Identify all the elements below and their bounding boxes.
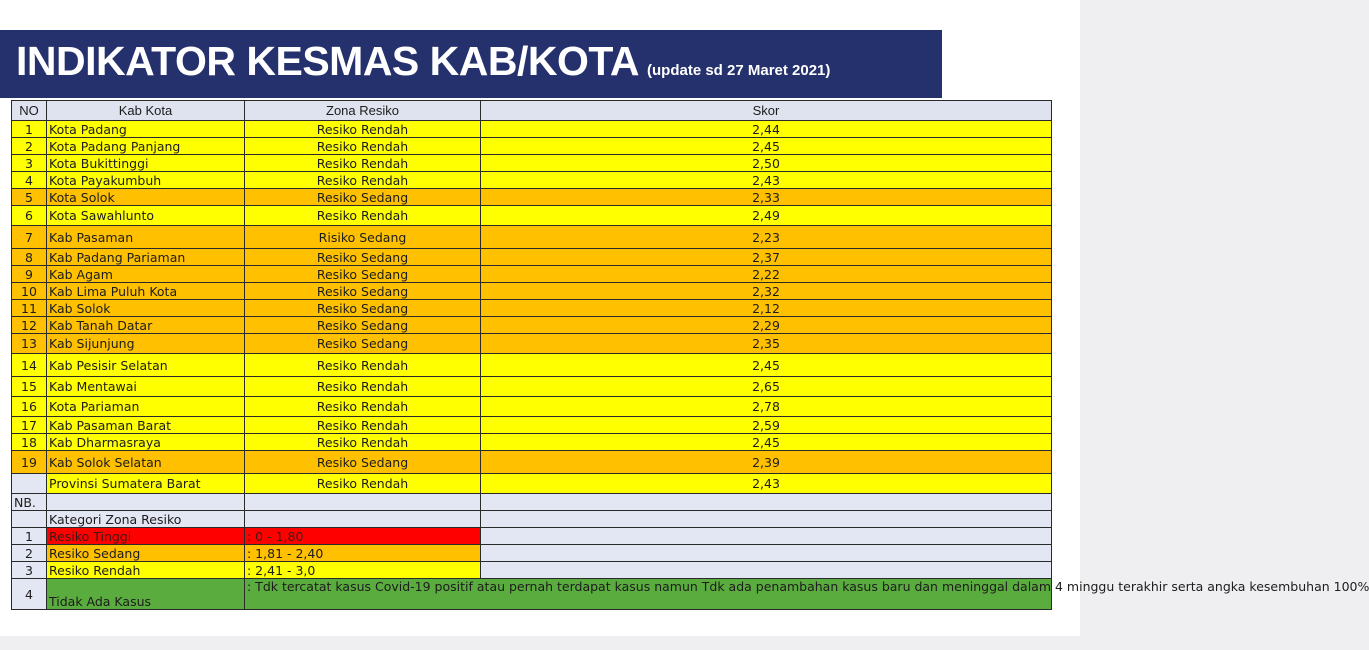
province-zone: Resiko Rendah	[245, 474, 481, 494]
category-no: 3	[12, 562, 47, 579]
table-row	[12, 226, 1052, 249]
row-zone: Resiko Rendah	[245, 172, 481, 189]
row-score: 2,33	[481, 189, 1052, 206]
category-range: : 0 - 1,80	[245, 528, 481, 545]
row-name: Kab Mentawai	[47, 377, 245, 397]
category-label: Resiko Tinggi	[47, 528, 245, 545]
row-name: Kab Tanah Datar	[47, 317, 245, 334]
page-title	[16, 38, 830, 94]
province-name: Provinsi Sumatera Barat	[47, 474, 245, 494]
row-score: 2,32	[481, 283, 1052, 300]
category-range: : Tdk tercatat kasus Covid-19 positif atau pernah terdapat kasus namun Tdk ada penambahan kasus baru dan meninggal dalam 4 minggu terakhir serta angka kesembuhan 100%	[245, 579, 1052, 610]
row-no: 18	[12, 434, 47, 451]
row-zone: Resiko Sedang	[245, 189, 481, 206]
category-label: Resiko Sedang	[47, 545, 245, 562]
table-row	[12, 283, 1052, 300]
row-no: 19	[12, 451, 47, 474]
row-name: Kota Padang	[47, 121, 245, 138]
row-name: Kab Sijunjung	[47, 334, 245, 354]
row-name: Kota Solok	[47, 189, 245, 206]
row-zone: Resiko Rendah	[245, 397, 481, 417]
row-score: 2,59	[481, 417, 1052, 434]
row-name: Kota Padang Panjang	[47, 138, 245, 155]
banner-edge	[942, 30, 1080, 36]
province-score: 2,43	[481, 474, 1052, 494]
row-zone: Resiko Sedang	[245, 283, 481, 300]
row-name: Kota Bukittinggi	[47, 155, 245, 172]
row-name: Kota Pariaman	[47, 397, 245, 417]
row-no: 1	[12, 121, 47, 138]
row-name: Kota Payakumbuh	[47, 172, 245, 189]
col-header-kab-kota: Kab Kota	[47, 101, 245, 121]
category-no: 2	[12, 545, 47, 562]
row-name: Kab Agam	[47, 266, 245, 283]
row-no: 4	[12, 172, 47, 189]
table-header-row	[12, 101, 1052, 121]
row-score: 2,45	[481, 354, 1052, 377]
row-zone: Resiko Sedang	[245, 249, 481, 266]
row-zone: Resiko Rendah	[245, 354, 481, 377]
row-zone: Resiko Rendah	[245, 155, 481, 172]
row-name: Kab Pesisir Selatan	[47, 354, 245, 377]
empty-cell	[481, 528, 1052, 545]
empty-cell	[481, 511, 1052, 528]
category-label: Tidak Ada Kasus	[47, 579, 245, 610]
row-score: 2,39	[481, 451, 1052, 474]
province-row	[12, 474, 1052, 494]
row-score: 2,50	[481, 155, 1052, 172]
row-score: 2,45	[481, 138, 1052, 155]
row-zone: Resiko Rendah	[245, 417, 481, 434]
row-score: 2,43	[481, 172, 1052, 189]
row-no: 10	[12, 283, 47, 300]
empty-cell	[481, 545, 1052, 562]
empty-cell	[245, 511, 481, 528]
col-header-no: NO	[12, 101, 47, 121]
table-row	[12, 189, 1052, 206]
category-row	[12, 545, 1052, 562]
row-zone: Resiko Rendah	[245, 377, 481, 397]
table-row	[12, 138, 1052, 155]
row-name: Kab Padang Pariaman	[47, 249, 245, 266]
category-label: Resiko Rendah	[47, 562, 245, 579]
category-title: Kategori Zona Resiko	[47, 511, 245, 528]
category-title-row	[12, 511, 1052, 528]
empty-cell	[12, 511, 47, 528]
row-no: 3	[12, 155, 47, 172]
row-score: 2,45	[481, 434, 1052, 451]
empty-cell	[245, 494, 481, 511]
row-no: 14	[12, 354, 47, 377]
row-no: 2	[12, 138, 47, 155]
row-zone: Resiko Rendah	[245, 434, 481, 451]
row-name: Kab Pasaman	[47, 226, 245, 249]
table-row	[12, 121, 1052, 138]
row-no: 8	[12, 249, 47, 266]
row-zone: Resiko Rendah	[245, 206, 481, 226]
table-row	[12, 451, 1052, 474]
row-score: 2,22	[481, 266, 1052, 283]
table-row	[12, 434, 1052, 451]
row-zone: Resiko Sedang	[245, 266, 481, 283]
row-no: 6	[12, 206, 47, 226]
category-no: 1	[12, 528, 47, 545]
table-row	[12, 334, 1052, 354]
table-row	[12, 172, 1052, 189]
row-zone: Resiko Sedang	[245, 451, 481, 474]
row-no: 16	[12, 397, 47, 417]
row-score: 2,65	[481, 377, 1052, 397]
table-row	[12, 397, 1052, 417]
province-no	[12, 474, 47, 494]
table-row	[12, 317, 1052, 334]
row-no: 12	[12, 317, 47, 334]
category-row	[12, 579, 1052, 610]
category-row	[12, 528, 1052, 545]
row-name: Kab Dharmasraya	[47, 434, 245, 451]
row-no: 13	[12, 334, 47, 354]
table-row	[12, 266, 1052, 283]
row-score: 2,23	[481, 226, 1052, 249]
row-score: 2,44	[481, 121, 1052, 138]
table-row	[12, 155, 1052, 172]
row-name: Kab Lima Puluh Kota	[47, 283, 245, 300]
table-row	[12, 300, 1052, 317]
category-row	[12, 562, 1052, 579]
row-zone: Resiko Sedang	[245, 300, 481, 317]
empty-cell	[481, 494, 1052, 511]
row-score: 2,35	[481, 334, 1052, 354]
row-zone: Resiko Rendah	[245, 138, 481, 155]
category-range: : 2,41 - 3,0	[245, 562, 481, 579]
col-header-zona: Zona Resiko	[245, 101, 481, 121]
update-date: (update sd 27 Maret 2021)	[647, 62, 831, 79]
table-row	[12, 206, 1052, 226]
row-no: 11	[12, 300, 47, 317]
table-row	[12, 417, 1052, 434]
table-row	[12, 354, 1052, 377]
row-zone: Resiko Rendah	[245, 121, 481, 138]
table-row	[12, 249, 1052, 266]
risk-table	[11, 100, 1369, 610]
row-score: 2,37	[481, 249, 1052, 266]
row-no: 7	[12, 226, 47, 249]
row-score: 2,12	[481, 300, 1052, 317]
col-header-skor: Skor	[481, 101, 1052, 121]
empty-cell	[47, 494, 245, 511]
row-no: 5	[12, 189, 47, 206]
category-range: : 1,81 - 2,40	[245, 545, 481, 562]
row-name: Kab Solok Selatan	[47, 451, 245, 474]
empty-cell	[481, 562, 1052, 579]
row-score: 2,78	[481, 397, 1052, 417]
category-no: 4	[12, 579, 47, 610]
row-no: 15	[12, 377, 47, 397]
table-row	[12, 377, 1052, 397]
row-name: Kota Sawahlunto	[47, 206, 245, 226]
top-strip	[0, 0, 1080, 30]
row-no: 9	[12, 266, 47, 283]
title-text: INDIKATOR KESMAS KAB/KOTA	[16, 38, 639, 84]
nb-row	[12, 494, 1052, 511]
row-name: Kab Pasaman Barat	[47, 417, 245, 434]
nb-label: NB.	[12, 494, 47, 511]
row-zone: Resiko Sedang	[245, 334, 481, 354]
row-score: 2,49	[481, 206, 1052, 226]
row-no: 17	[12, 417, 47, 434]
row-name: Kab Solok	[47, 300, 245, 317]
row-zone: Resiko Sedang	[245, 317, 481, 334]
row-score: 2,29	[481, 317, 1052, 334]
row-zone: Risiko Sedang	[245, 226, 481, 249]
